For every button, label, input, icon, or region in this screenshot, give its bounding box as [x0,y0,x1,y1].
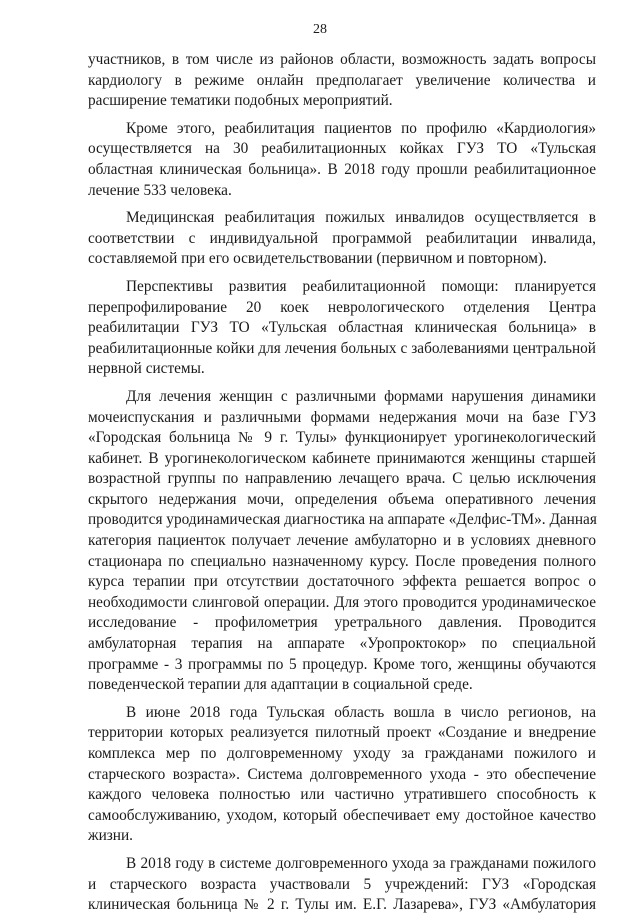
text-line: курса терапии при отсутствии достаточного эффекта решается вопрос о [88,573,596,591]
paragraph [88,854,596,916]
text-line: стационара по специально назначенному курсу. После проведения полного [88,552,596,570]
text-line: исследование - профилометрия уретрального давления. Проводится [88,614,596,632]
text-line: категория пациенток получает лечение амбулаторно и в условиях дневного [88,532,596,550]
text-line: скрытого недержания мочи, определения объема оперативного лечения [88,490,596,508]
paragraph [88,208,596,270]
text-line: комплекса мер по долговременному уходу за гражданами пожилого и [88,745,596,762]
text-line: возрастной группы по направлению лечащего врача. С целью исключения [88,470,596,488]
paragraph [88,50,596,112]
text-line: составляемой при его освидетельствовании (первичном и повторном). [88,250,547,268]
text-line: жизни. [88,827,133,845]
paragraph [88,119,596,201]
text-line: лечение 533 человека. [88,181,232,199]
text-line: расширение тематики подобных мероприятий. [88,92,393,110]
text-line: проводится уродинамическая диагностика на аппарате «Делфис-ТМ». Данная [88,511,597,529]
paragraph [88,277,596,380]
text-line: перепрофилирование 20 коек неврологического отделения Центра [88,298,596,316]
text-line: старческого возраста». Система долговременного ухода - это обеспечение [88,765,596,783]
text-line: реабилитационные койки для лечения больных с заболеваниями центральной [88,339,596,357]
text-line: клиническая больница № 2 г. Тулы им. Е.Г. Лазарева», ГУЗ «Амбулатория [88,896,596,914]
text-line: осуществляется на 30 реабилитационных койках ГУЗ ТО «Тульская [88,140,596,158]
text-line: необходимости слинговой операции. Для этого проводится уродинамическое [88,593,596,611]
text-line: мочеиспускания и различными формами недержания мочи на базе ГУЗ [88,408,596,426]
text-line: областная клиническая больница». В 2018 году прошли реабилитационное [88,160,596,178]
text-line: В 2018 году в системе долговременного ухода за гражданами пожилого [126,854,596,872]
text-line: кабинет. В урогинекологическом кабинете принимаются женщины старшей [88,449,596,467]
paragraph [88,387,596,696]
text-line: территории которых реализуется пилотный проект «Создание и внедрение [88,724,596,742]
text-line: самообслуживанию, уходом, который обеспечивает ему достойное качество [88,806,596,824]
text-line: В июне 2018 года Тульская область вошла в число регионов, на [126,703,596,721]
paragraph [88,703,596,847]
text-line: Перспективы развития реабилитационной помощи: планируется [126,277,596,295]
text-line: каждого человека полностью или частично утратившего способность к [88,786,596,804]
text-line: соответствии с индивидуальной программой реабилитации инвалида, [88,229,596,247]
text-line: программе - 3 программы по 5 процедур. Кроме того, женщины обучаются [88,655,596,673]
text-line: Для лечения женщин с различными формами нарушения динамики [126,387,596,405]
document-body [88,50,596,923]
text-line: и старческого возраста участвовали 5 учреждений: ГУЗ «Городская [88,875,596,893]
text-line: Кроме этого, реабилитация пациентов по профилю «Кардиология» [126,119,596,137]
text-line: Медицинская реабилитация пожилых инвалидов осуществляется в [126,209,596,227]
text-line: амбулаторная терапия на аппарате «Уропроктокор» по специальной [88,635,596,653]
text-line: участников, в том числе из районов области, возможность задать вопросы [88,51,596,68]
text-line: кардиологу в режиме онлайн предполагает увеличение количества и [88,71,596,89]
text-line: «Городская больница № 9 г. Тулы» функционирует урогинекологический [88,429,596,447]
text-line: реабилитации ГУЗ ТО «Тульская областная клиническая больница» в [88,319,596,337]
text-line: поведенческой терапии для адаптации в социальной среде. [88,676,473,694]
text-line: нервной системы. [88,360,205,378]
page-number: 28 [313,22,327,37]
